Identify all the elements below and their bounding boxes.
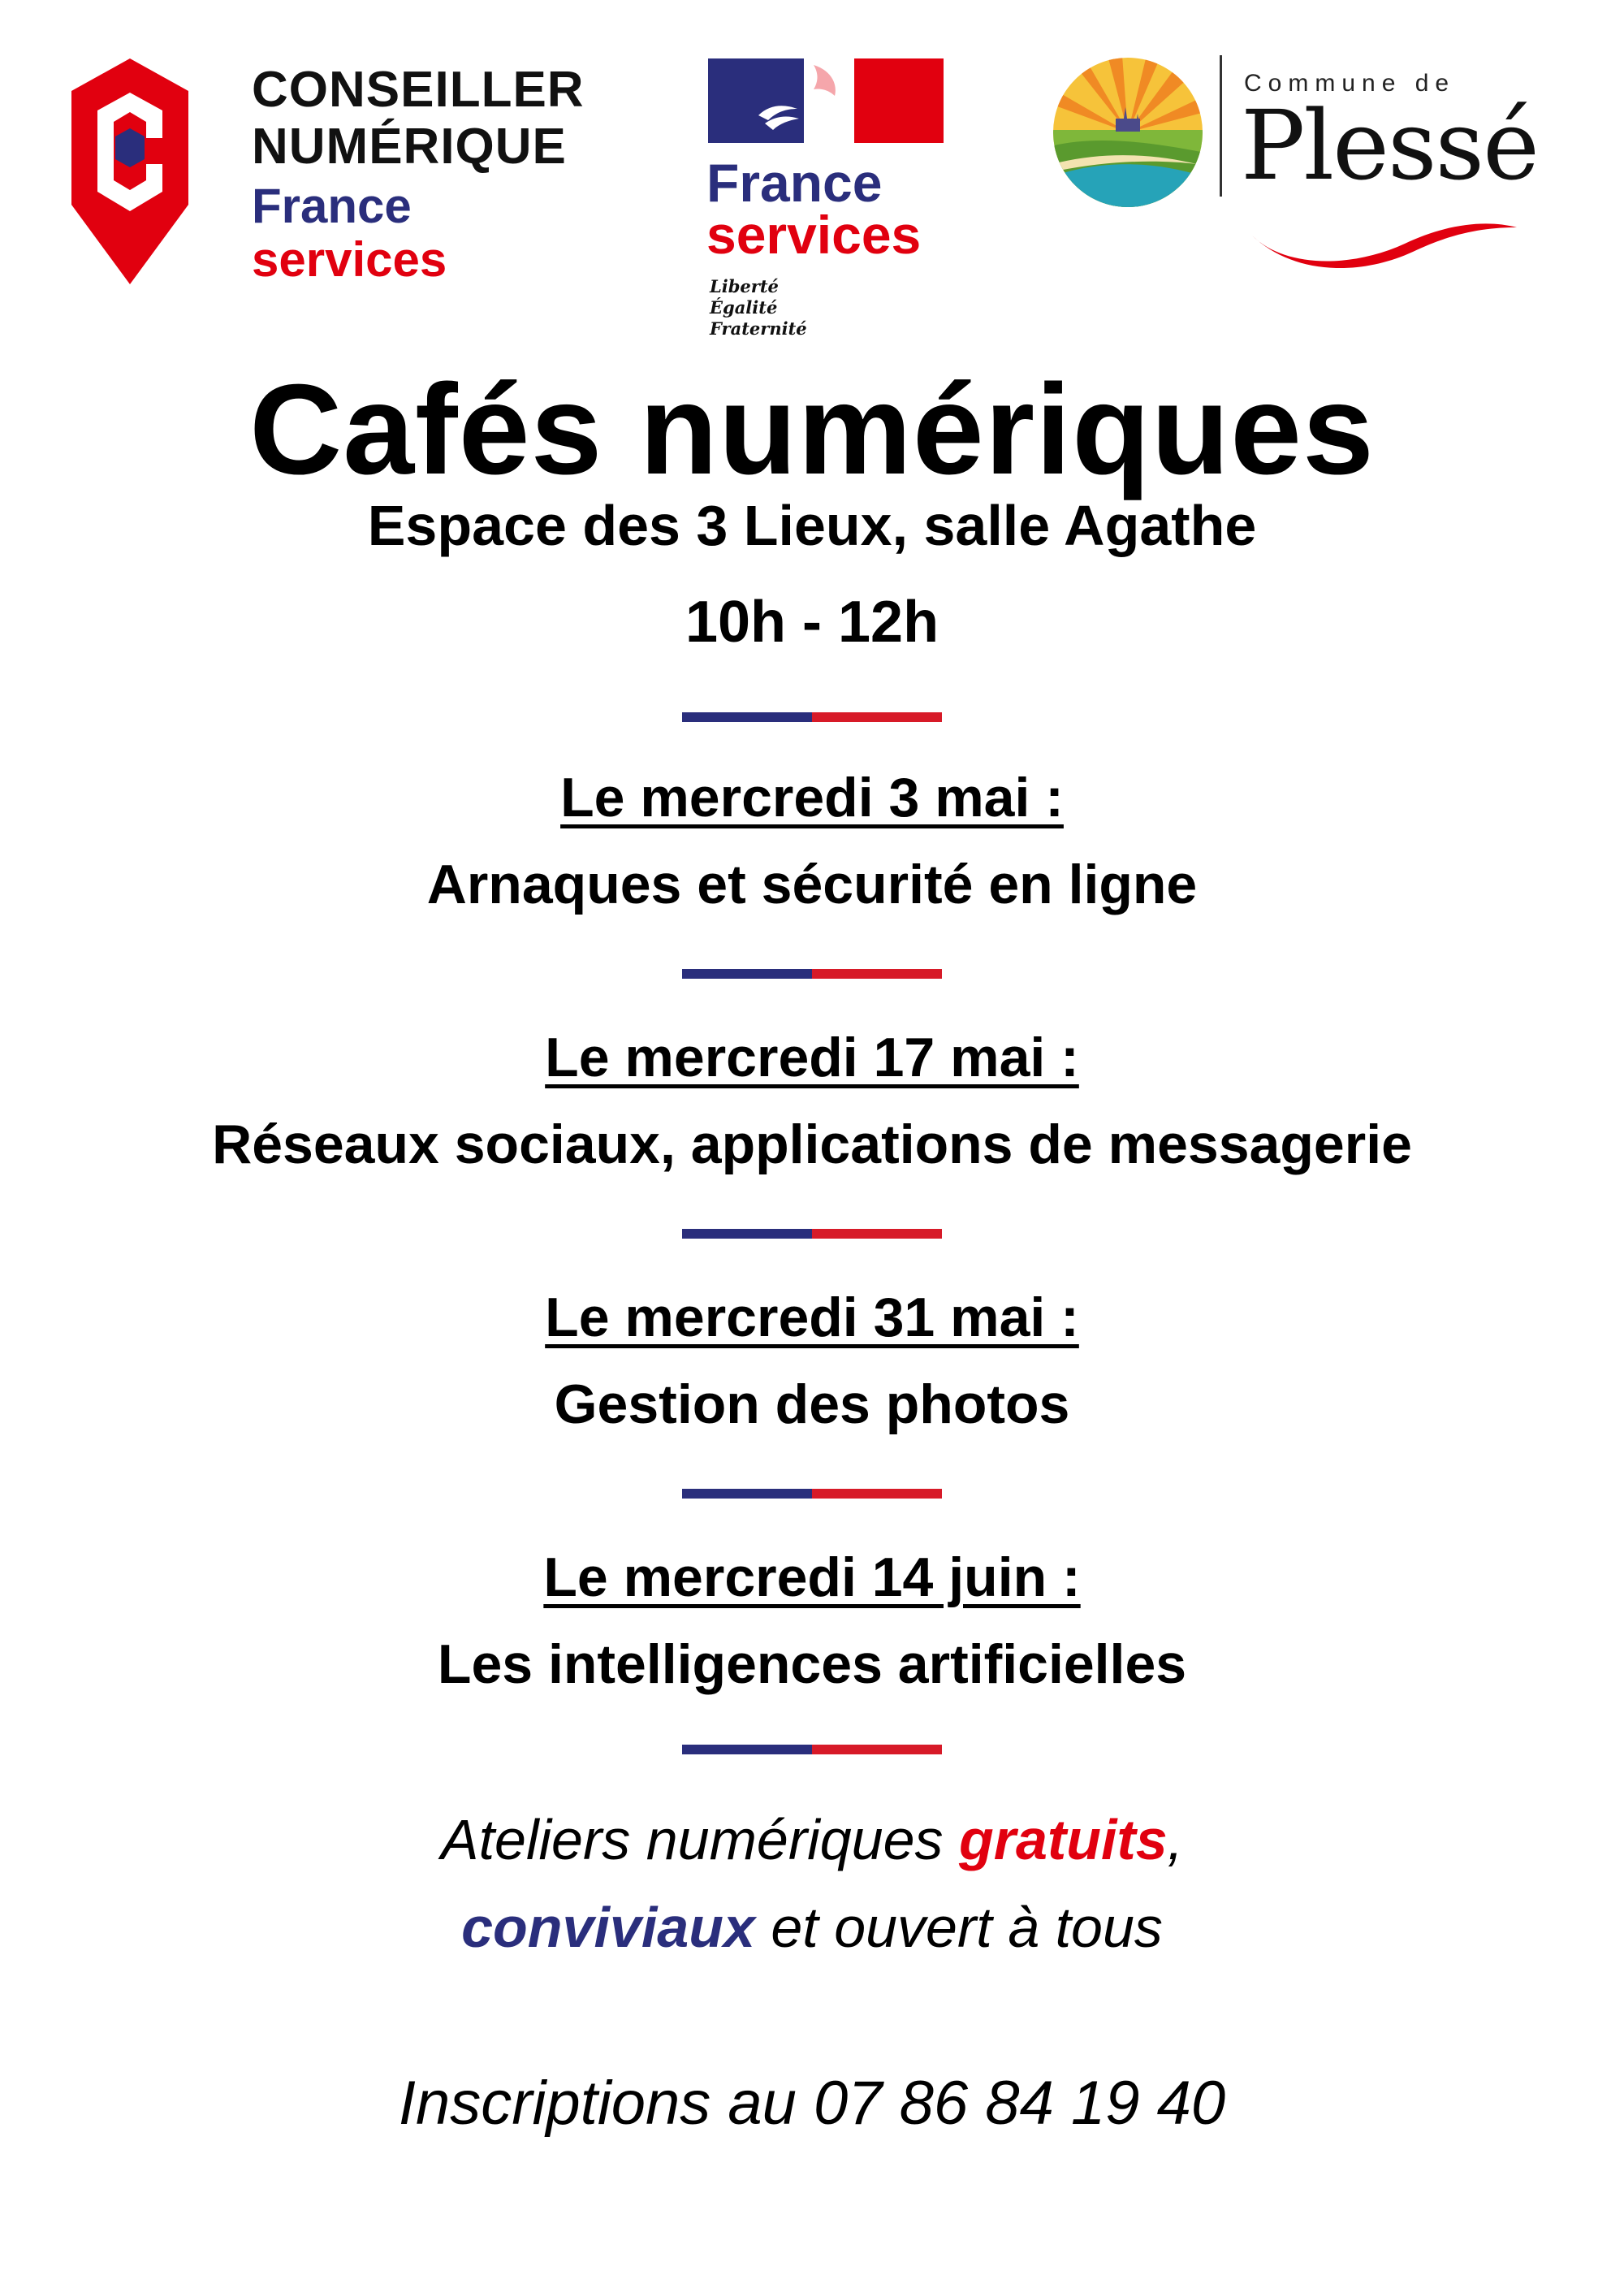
conseiller-line2: NUMÉRIQUE	[252, 119, 567, 175]
motto-egalite: Égalité	[710, 297, 778, 318]
conseiller-numerique-logo	[71, 58, 624, 294]
plesse-separator	[1220, 55, 1222, 197]
description-text: ,	[1167, 1808, 1184, 1871]
france-services-logo	[706, 57, 966, 349]
plesse-name: Plessé	[1241, 89, 1538, 201]
session-date	[0, 1287, 1624, 1348]
workshop-description-line2	[0, 1896, 1624, 1959]
tricolor-divider	[682, 712, 942, 722]
divider-blue	[682, 712, 812, 722]
marianne-flag-icon	[708, 58, 944, 143]
motto-liberte: Liberté	[710, 276, 779, 296]
divider-red	[812, 1229, 942, 1239]
tricolor-divider	[682, 1489, 942, 1499]
plesse-commune-label: Commune de	[1244, 70, 1456, 97]
highlight-friendly: conviviaux	[461, 1896, 755, 1959]
highlight-free: gratuits	[958, 1808, 1168, 1871]
divider-red	[812, 1489, 942, 1499]
description-text: Ateliers numériques	[440, 1808, 959, 1871]
session-topic: Réseaux sociaux, applications de messagerie	[212, 1114, 1412, 1175]
session-date-text: Le mercredi 14 juin :	[543, 1546, 1081, 1608]
session-date	[0, 1027, 1624, 1088]
divider-blue	[682, 1489, 812, 1499]
plesse-logo	[1047, 49, 1551, 260]
conseiller-line3: France	[252, 179, 412, 233]
event-location: Espace des 3 Lieux, salle Agathe	[367, 494, 1257, 557]
location-pin-icon	[71, 58, 234, 294]
session-date-text: Le mercredi 17 mai :	[545, 1027, 1079, 1088]
page-title: Cafés numériques	[249, 358, 1375, 501]
divider-red	[812, 969, 942, 979]
divider-blue	[682, 1745, 812, 1754]
france-services-line2: services	[706, 205, 922, 265]
session-topic: Arnaques et sécurité en ligne	[426, 854, 1198, 915]
session-date-text: Le mercredi 31 mai :	[545, 1287, 1079, 1348]
divider-blue	[682, 969, 812, 979]
session-date	[0, 1546, 1624, 1608]
session-date-text: Le mercredi 3 mai :	[560, 767, 1064, 828]
france-services-line1: France	[706, 153, 883, 213]
plesse-swoosh-icon	[1250, 203, 1518, 268]
motto-fraternite: Fraternité	[710, 318, 807, 339]
tricolor-divider	[682, 1745, 942, 1754]
session-topic: Gestion des photos	[554, 1373, 1070, 1435]
session-date	[0, 767, 1624, 828]
divider-red	[812, 712, 942, 722]
conseiller-line4: services	[252, 232, 447, 287]
tricolor-divider	[682, 969, 942, 979]
conseiller-line1: CONSEILLER	[252, 62, 585, 118]
plesse-emblem-icon	[1051, 55, 1205, 210]
registration-phone: Inscriptions au 07 86 84 19 40	[398, 2069, 1226, 2138]
event-hours: 10h - 12h	[685, 590, 939, 655]
session-topic: Les intelligences artificielles	[437, 1633, 1187, 1695]
divider-red	[812, 1745, 942, 1754]
workshop-description-line1	[0, 1808, 1624, 1871]
description-text: et ouvert à tous	[754, 1896, 1163, 1959]
tricolor-divider	[682, 1229, 942, 1239]
divider-blue	[682, 1229, 812, 1239]
